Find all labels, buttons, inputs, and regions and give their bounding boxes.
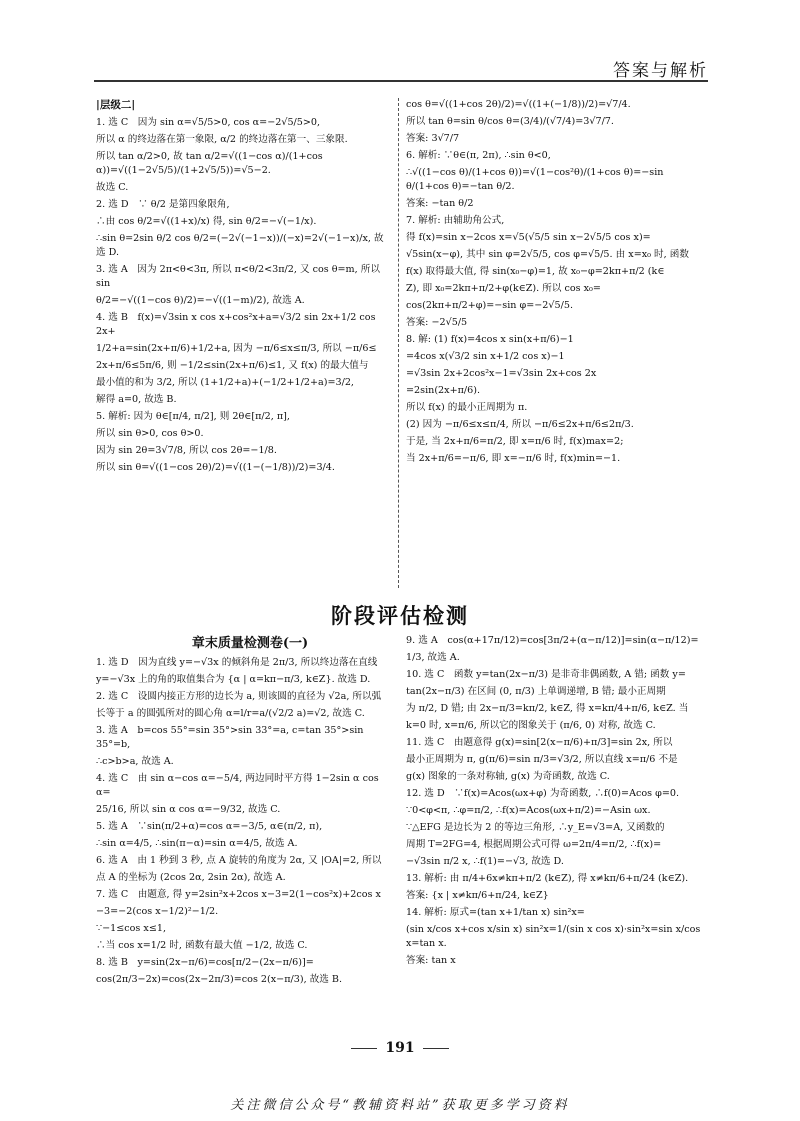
solution-line: 所以 sin θ>0, cos θ>0. bbox=[96, 428, 204, 439]
solution-line: 3. 选 A b=cos 55°=sin 35°>sin 33°=a, c=tan 35°>sin 35°=b, bbox=[96, 725, 364, 750]
solution-line: ∴√((1−cos θ)/(1+cos θ))=√(1−cos²θ)/(1+cos θ)=−sin θ/(1+cos θ)=−tan θ/2. bbox=[406, 167, 664, 192]
solution-line: 8. 选 B y=sin(2x−π/6)=cos[π/2−(2x−π/6)]= bbox=[96, 957, 314, 968]
solution-line: 答案: 3√7/7 bbox=[406, 133, 460, 144]
solution-line: ∴当 cos x=1/2 时, 函数有最大值 −1/2, 故选 C. bbox=[96, 940, 308, 951]
solution-line: −√3sin π/2 x, ∴f(1)=−√3, 故选 D. bbox=[406, 856, 564, 867]
section-title: 阶段评估检测 bbox=[331, 603, 469, 628]
solution-line: 1. 选 D 因为直线 y=−√3x 的倾斜角是 2π/3, 所以终边落在直线 bbox=[96, 657, 378, 668]
right-top-items bbox=[406, 98, 706, 466]
solution-line: ∵△EFG 是边长为 2 的等边三角形, ∴y_E=√3=A, 又函数的 bbox=[406, 822, 665, 833]
page-number-text: 191 bbox=[385, 1040, 415, 1056]
solution-line: =2sin(2x+π/6). bbox=[406, 385, 481, 396]
solution-line: −3=−2(cos x−1/2)²−1/2. bbox=[96, 906, 219, 917]
solution-line: 为 π/2, D 错; 由 2x−π/3=kπ/2, k∈Z, 得 x=kπ/4+π/6, k∈Z. 当 bbox=[406, 703, 689, 714]
page-number-dash-right bbox=[423, 1048, 449, 1049]
section-subtitle: 章末质量检测卷(一) bbox=[191, 636, 309, 651]
solution-line: 3. 选 A 因为 2π<θ<3π, 所以 π<θ/2<3π/2, 又 cos θ=m, 所以 sin bbox=[96, 264, 380, 289]
solution-line: 6. 选 A 由 1 秒到 3 秒, 点 A 旋转的角度为 2α, 又 |OA|=2, 所以 bbox=[96, 855, 382, 866]
solution-line: cos(2kπ+π/2+φ)=−sin φ=−2√5/5. bbox=[406, 300, 574, 311]
solution-line: ∵0<φ<π, ∴φ=π/2, ∴f(x)=Acos(ωx+π/2)=−Asin ωx. bbox=[406, 805, 651, 816]
solution-line: 所以 sin θ=√((1−cos 2θ)/2)=√((1−(−1/8))/2)=3/4. bbox=[96, 462, 335, 473]
solution-line: 1/2+a=sin(2x+π/6)+1/2+a, 因为 −π/6≤x≤π/3, 所以 −π/6≤ bbox=[96, 343, 377, 354]
solution-line: cos θ=√((1+cos 2θ)/2)=√((1+(−1/8))/2)=√7/4. bbox=[406, 99, 631, 110]
solution-line: k=0 时, x=π/6, 所以它的图象关于 (π/6, 0) 对称, 故选 C. bbox=[406, 720, 656, 731]
solution-line: 于是, 当 2x+π/6=π/2, 即 x=π/6 时, f(x)max=2; bbox=[406, 436, 624, 447]
page-number-dash-left bbox=[351, 1048, 377, 1049]
solution-line: 1. 选 C 因为 sin α=√5/5>0, cos α=−2√5/5>0, bbox=[96, 117, 321, 128]
solution-line: 答案: {x | x≠kπ/6+π/24, k∈Z} bbox=[406, 890, 549, 901]
solution-line: 4. 选 B f(x)=√3sin x cos x+cos²x+a=√3/2 sin 2x+1/2 cos 2x+ bbox=[96, 312, 376, 337]
header-rule bbox=[94, 80, 708, 82]
solution-line: 4. 选 C 由 sin α−cos α=−5/4, 两边同时平方得 1−2sin α cos α= bbox=[96, 773, 379, 798]
solution-line: 11. 选 C 由题意得 g(x)=sin[2(x−π/6)+π/3]=sin 2x, 所以 bbox=[406, 737, 673, 748]
solution-line: 1/3, 故选 A. bbox=[406, 652, 460, 663]
solution-line: 9. 选 A cos(α+17π/12)=cos[3π/2+(α−π/12)]=sin(α−π/12)= bbox=[406, 635, 699, 646]
solution-line: 10. 选 C 函数 y=tan(2x−π/3) 是非奇非偶函数, A 错; 函数 y= bbox=[406, 669, 686, 680]
solution-line: θ/2=−√((1−cos θ)/2)=−√((1−m)/2), 故选 A. bbox=[96, 295, 305, 306]
solution-line: 7. 选 C 由题意, 得 y=2sin²x+2cos x−3=2(1−cos²x)+2cos x bbox=[96, 889, 381, 900]
solution-line: ∴由 cos θ/2=√((1+x)/x) 得, sin θ/2=−√(−1/x). bbox=[96, 216, 317, 227]
solution-line: cos(2π/3−2x)=cos(2x−2π/3)=cos 2(x−π/3), 故选 B. bbox=[96, 974, 343, 985]
solution-line: f(x) 取得最大值, 得 sin(x₀−φ)=1, 故 x₀−φ=2kπ+π/2 (k∈ bbox=[406, 266, 665, 277]
solution-line: 当 2x+π/6=−π/6, 即 x=−π/6 时, f(x)min=−1. bbox=[406, 453, 621, 464]
solution-line: 最小值的和为 3/2, 所以 (1+1/2+a)+(−1/2+1/2+a)=3/2, bbox=[96, 377, 354, 388]
left-bottom-column bbox=[96, 656, 396, 990]
solution-line: 2. 选 D ∵ θ/2 是第四象限角, bbox=[96, 199, 230, 210]
solution-line: 2x+π/6≤5π/6, 则 −1/2≤sin(2x+π/6)≤1, 又 f(x) 的最大值与 bbox=[96, 360, 369, 371]
solution-line: ∴c>b>a, 故选 A. bbox=[96, 756, 174, 767]
solution-line: 故选 C. bbox=[96, 182, 129, 193]
solution-line: g(x) 图象的一条对称轴, g(x) 为奇函数, 故选 C. bbox=[406, 771, 610, 782]
solution-line: 8. 解: (1) f(x)=4cos x sin(x+π/6)−1 bbox=[406, 334, 574, 345]
solution-line: 所以 tan θ=sin θ/cos θ=(3/4)/(√7/4)=3√7/7. bbox=[406, 116, 614, 127]
level-label: |层级二| bbox=[96, 99, 136, 111]
right-top-column bbox=[406, 98, 706, 469]
solution-line: 5. 选 A ∵sin(π/2+α)=cos α=−3/5, α∈(π/2, π), bbox=[96, 821, 323, 832]
solution-line: (sin x/cos x+cos x/sin x) sin²x=1/(sin x cos x)·sin²x=sin x/cos x=tan x. bbox=[406, 924, 701, 949]
page-number bbox=[0, 1040, 800, 1056]
solution-line: 因为 sin 2θ=3√7/8, 所以 cos 2θ=−1/8. bbox=[96, 445, 277, 456]
solution-line: 得 f(x)=sin x−2cos x=√5(√5/5 sin x−2√5/5 cos x)= bbox=[406, 232, 651, 243]
solution-line: 点 A 的坐标为 (2cos 2α, 2sin 2α), 故选 A. bbox=[96, 872, 286, 883]
solution-line: 5. 解析: 因为 θ∈[π/4, π/2], 则 2θ∈[π/2, π], bbox=[96, 411, 290, 422]
footer-note: 关注微信公众号“教辅资料站”获取更多学习资料 bbox=[230, 1098, 570, 1113]
solution-line: 答案: −tan θ/2 bbox=[406, 198, 474, 209]
solution-line: 周期 T=2FG=4, 根据周期公式可得 ω=2π/4=π/2, ∴f(x)= bbox=[406, 839, 662, 850]
solution-line: 长等于 a 的圆弧所对的圆心角 α=l/r=a/(√2/2 a)=√2, 故选 C. bbox=[96, 708, 365, 719]
solution-line: 答案: −2√5/5 bbox=[406, 317, 468, 328]
solution-line: 6. 解析: ∵θ∈(π, 2π), ∴sin θ<0, bbox=[406, 150, 551, 161]
solution-line: 所以 f(x) 的最小正周期为 π. bbox=[406, 402, 528, 413]
solution-line: =4cos x(√3/2 sin x+1/2 cos x)−1 bbox=[406, 351, 565, 362]
solution-line: 答案: tan x bbox=[406, 955, 456, 966]
solution-line: Z), 即 x₀=2kπ+π/2+φ(k∈Z). 所以 cos x₀= bbox=[406, 283, 601, 294]
solution-line: √5sin(x−φ), 其中 sin φ=2√5/5, cos φ=√5/5. 由 x=x₀ 时, 函数 bbox=[406, 249, 689, 260]
solution-line: (2) 因为 −π/6≤x≤π/4, 所以 −π/6≤2x+π/6≤2π/3. bbox=[406, 419, 634, 430]
solution-line: y=−√3x 上的角的取值集合为 {α | α=kπ−π/3, k∈Z}. 故选 D. bbox=[96, 674, 371, 685]
right-bottom-items bbox=[406, 634, 706, 968]
solution-line: =√3sin 2x+2cos²x−1=√3sin 2x+cos 2x bbox=[406, 368, 597, 379]
solution-line: 13. 解析: 由 π/4+6x≠kπ+π/2 (k∈Z), 得 x≠kπ/6+π/24 (k∈Z). bbox=[406, 873, 689, 884]
solution-line: 2. 选 C 设圆内接正方形的边长为 a, 则该圆的直径为 √2a, 所以弧 bbox=[96, 691, 382, 702]
left-top-items bbox=[96, 116, 392, 475]
solution-line: ∴sin α=4/5, ∴sin(π−α)=sin α=4/5, 故选 A. bbox=[96, 838, 298, 849]
solution-line: 解得 a=0, 故选 B. bbox=[96, 394, 177, 405]
left-bottom-items bbox=[96, 656, 396, 987]
solution-line: 7. 解析: 由辅助角公式, bbox=[406, 215, 505, 226]
solution-line: 最小正周期为 π, g(π/6)=sin π/3=√3/2, 所以直线 x=π/6 不是 bbox=[406, 754, 678, 765]
solution-line: 所以 α 的终边落在第一象限, α/2 的终边落在第一、三象限. bbox=[96, 134, 348, 145]
solution-line: ∵−1≤cos x≤1, bbox=[96, 923, 167, 934]
left-top-column bbox=[96, 98, 392, 478]
header-title: 答案与解析 bbox=[613, 61, 708, 81]
solution-line: 25/16, 所以 sin α cos α=−9/32, 故选 C. bbox=[96, 804, 281, 815]
solution-line: 12. 选 D ∵f(x)=Acos(ωx+φ) 为奇函数, ∴f(0)=Acos φ=0. bbox=[406, 788, 680, 799]
solution-line: tan(2x−π/3) 在区间 (0, π/3) 上单调递增, B 错; 最小正周期 bbox=[406, 686, 666, 697]
solution-line: 所以 tan α/2>0, 故 tan α/2=√((1−cos α)/(1+cos α))=√((1−2√5/5)/(1+2√5/5))=√5−2. bbox=[96, 151, 323, 176]
column-divider bbox=[398, 98, 399, 588]
solution-line: ∴sin θ=2sin θ/2 cos θ/2=(−2√(−1−x))/(−x)=2√(−1−x)/x, 故选 D. bbox=[96, 233, 384, 258]
solution-line: 14. 解析: 原式=(tan x+1/tan x) sin²x= bbox=[406, 907, 585, 918]
right-bottom-column bbox=[406, 634, 706, 971]
